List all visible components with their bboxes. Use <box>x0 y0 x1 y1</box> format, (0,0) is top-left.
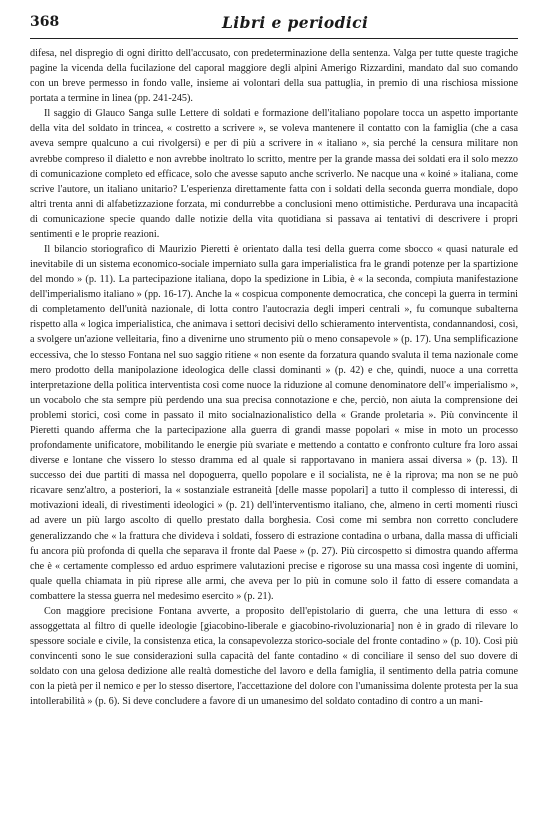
paragraph: Il saggio di Glauco Sanga sulle Lettere di soldati e formazione dell'italiano popolare tocca un aspetto importante della vita del soldato in trincea, « costretto a scrivere », se voleva mantenere il contatto con la famiglia (che a casa aveva sempre qualcuno a cui rivolgersi) e per di più a scrivere in « italiano », sia perché la censura militare non avrebbe compreso il dialetto e non avrebbe inoltrato lo scritto, mentre per la grande massa dei soldati era il solo mezzo di comunicazione completo ed efficace, solo che avesse saputo anche scriverlo. Ne nacque una « koiné » italiana, come scrive l'autore, un italiano unitario? L'esperienza direttamente fatta con i soldati della seconda guerra mondiale, dopo altri trenta anni di alfabetizzazione forzata, mi condurrebbe a conclusioni meno ottimistiche. Perdurava una incapacità di comunicazione specie quando dalle notizie della vita quotidiana si passava ai tentativi di descrivere i propri sentimenti e le proprie reazioni. <box>30 108 518 240</box>
running-title: Libri e periodici <box>222 13 369 32</box>
document-page <box>30 8 518 708</box>
paragraph: difesa, nel dispregio di ogni diritto dell'accusato, con predeterminazione della sentenza. Valga per tutte queste tragiche pagine la vicenda della fucilazione del caporal maggiore degli alpini Amerigo Rizzardini, mandato dal suo comando con un breve permesso in fondo valle, insieme ai volontari della sua pattuglia, in premio di una rischiosa missione portata a termine in linea (pp. 241-245). <box>30 48 518 105</box>
page-number: 368 <box>30 14 60 30</box>
page-header <box>30 8 518 39</box>
paragraph: Con maggiore precisione Fontana avverte, a proposito dell'epistolario di guerra, che una lettura di esso « assoggettata al filtro di quelle ideologie [giacobino-liberale e giacobino-rivoluzionaria] non è in grado di rilevare lo spessore sociale e civile, la consistenza etica, la consapevolezza storico-sociale del fronte contadino » (p. 10). Così più convincenti sono le sue considerazioni sulla capacità del fante contadino « di conciliare il senso del suo dovere di soldato con una gelosa dedizione alle realtà domestiche del lavoro e della famiglia, il sentimento della patria comune con la pietà per il nemico e per lo stesso disertore, l'accettazione del dolore con l'umanissima dolente protesta per la sua intollerabilità » (p. 6). Si deve concludere a favore di un umanesimo del soldato contadino di contro a un mani- <box>30 605 518 708</box>
article-body <box>30 46 518 709</box>
paragraph: Il bilancio storiografico di Maurizio Pieretti è orientato dalla tesi della guerra come sbocco « quasi naturale ed inevitabile di un sistema economico-sociale imperniato sulla gara imperialistica fra le grandi potenze per la spartizione del mondo » (p. 11). La partecipazione italiana, dopo la spedizione in Libia, è « la seconda, compiuta manifestazione dell'imperialismo italiano » (pp. 16-17). Anche la « cospicua componente democratica, che concepì la guerra in termini di completamento dell'unità nazionale, di lotta contro l'autocrazia degli imperi centrali », fu comunque subalterna rispetto alla « logica imperialistica, che animava i settori decisivi dello schieramento interventista, condannandosi, così, a svolgere un'azione velleitaria, fino a divenirne uno strumento più o meno consapevole » (p. 17). Una semplificazione eccessiva, che lo stesso Fontana nel suo saggio ritiene « non esente da forzatura quando svaluta il tema nazionale come mero prodotto della manipolazione ideologica delle classi dominanti » (p. 42) e che, quindi, nuoce a una corretta interpretazione della politica interventista così come nuoce la riduzione al comune denominatore dell'« imperialismo », un vocabolo che sta sempre più perdendo una sua precisa connotazione e che, perciò, non aiuta la comprensione dei problemi storici, così come in passato il mito socialnazionalistico della « Grande proletaria ». Più convincente il Pieretti quando afferma che la partecipazione alla guerra di grandi masse popolari « mise in moto un processo profondamente unificatore, mobilitando le energie più svariate e mettendo a contatto e confronto culture fra loro assai diverse e lontane che vissero lo stesso dramma ed al quale si rapportavano in maniera assai diversa » (p. 13). Il successo dei due partiti di massa nel dopoguerra, quello popolare e il socialista, ne è la riprova; ma non se ne può ricavare senz'altro, a posteriori, la « sostanziale estraneità [delle masse popolari] a tutto il complesso di interessi, di motivazioni ideali, di rivestimenti ideologici » (p. 21) dell'interventismo italiano, che, almeno in certi momenti riuscì ad avere un più largo ascolto di quello prestato dalla borghesia. Così come mi sembra non corretto concludere generalizzando che « la frattura che divideva i soldati, fossero di estrazione contadina o urbana, dalla massa di ufficiali fu ancora più profonda di quella che separava il fronte dal Paese » (p. 27). Più circospetto si dimostra quando afferma che è « certamente complesso ed arduo esprimere valutazioni precise e rigorose su una massa così ingente di uomini, quale quella chiamata in più riprese alle armi, che aveva per lo più in comune solo il fatto di essere comandata a combattere la stessa guerra nel medesimo esercito » (p. 21). <box>30 244 518 602</box>
